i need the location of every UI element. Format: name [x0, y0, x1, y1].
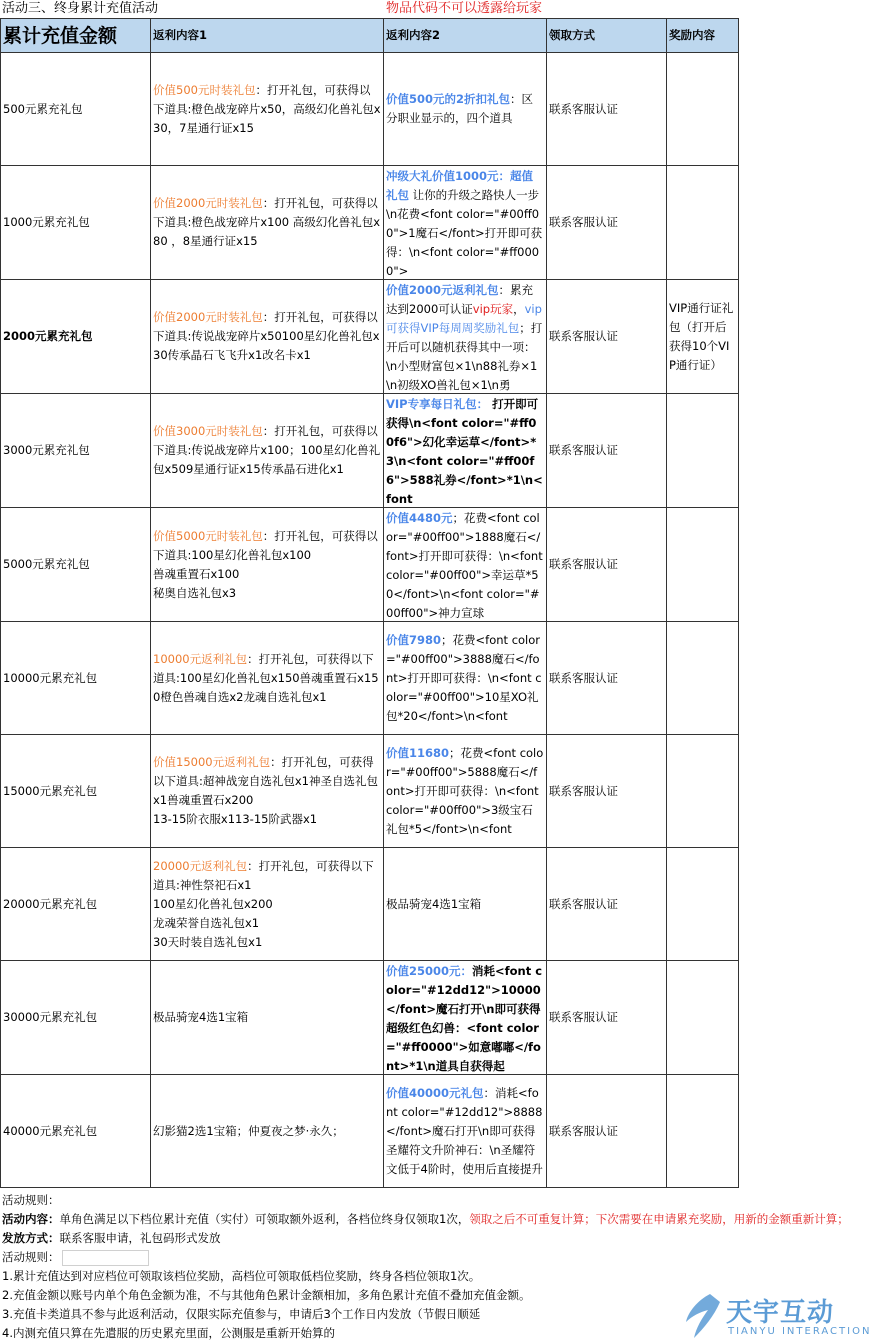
reward-cell — [667, 166, 739, 280]
header-reward: 奖励内容 — [667, 19, 739, 53]
reward-cell — [667, 622, 739, 735]
tier-cell: 15000元累充礼包 — [1, 735, 151, 848]
rule-item: 1.累计充值达到对应档位可领取该档位奖励，高档位可领取低档位奖励，终身各档位领取1次。 — [2, 1269, 481, 1283]
claim-method-cell: 联系客服认证 — [547, 53, 667, 166]
rule-item: 2.充值金额以账号内单个角色金额为准，不与其他角色累计金额相加，多角色累计充值不叠加充值金额。 — [2, 1288, 531, 1302]
rebate-2-text: ；花费<font color="#00ff00">5888魔石</font>打开即可获得：\n<font color="#00ff00">3级宝石礼包*5</font>\n<font — [386, 745, 544, 836]
highlight-text: 价值11680 — [386, 745, 450, 760]
table-row — [1, 961, 739, 1075]
method-text: 联系客服申请，礼包码形式发放 — [59, 1231, 221, 1245]
highlight-text: 冲级大礼价值1000元：超值礼包 — [386, 169, 534, 202]
rebate-1-text: 极品骑宠4选1宝箱 — [153, 1010, 249, 1024]
rebate-2-cell — [386, 895, 544, 914]
rebate-1-cell — [153, 1008, 381, 1027]
rebate-2-cell — [386, 395, 544, 506]
highlight-text: VIP专享每日礼包： — [386, 397, 489, 411]
rebate-2-text: ；花费<font color="#00ff00">3888魔石</font>打开即可获得：\n<font color="#00ff00">10星XO礼包*20</font>\n<font — [386, 632, 542, 723]
claim-method-cell: 联系客服认证 — [547, 280, 667, 394]
rebate-1-cell — [153, 308, 381, 365]
tier-cell: 2000元累充礼包 — [1, 280, 151, 394]
header-claim-method: 领取方式 — [547, 19, 667, 53]
rebate-2-cell — [386, 1084, 544, 1179]
table-row — [1, 848, 739, 961]
rebate-2-text: ， — [513, 302, 525, 316]
vip-player-text: vip玩家 — [472, 302, 514, 316]
content-warning-text: 领取之后不可重复计算；下次需要在申请累充奖励，用新的金额重新计算； — [469, 1212, 849, 1226]
reward-cell — [667, 848, 739, 961]
rebate-1-cell — [153, 753, 381, 829]
rebate-1-cell — [153, 527, 381, 603]
tier-cell: 20000元累充礼包 — [1, 848, 151, 961]
rebate-2-cell — [386, 281, 544, 392]
rebate-1-text: ：打开礼包，可获得以下道具:传说战宠碎片x50100星幻化兽礼包x30传承晶石飞飞升x1改名卡x1 — [153, 310, 380, 362]
claim-method-cell: 联系客服认证 — [547, 394, 667, 508]
rebate-1-cell — [153, 81, 381, 138]
rebate-2-cell — [386, 167, 544, 278]
rebate-1-text: ：打开礼包，可获得以下道具:100星幻化兽礼包x100 兽魂重置石x100 秘奥自选礼包x3 — [153, 528, 378, 600]
rebate-1-text: ：打开礼包，可获得以下道具:橙色战宠碎片x100 高级幻化兽礼包x80 ，8星通行证x15 — [153, 196, 381, 248]
reward-cell — [667, 1075, 739, 1188]
highlight-text: 价值4480元 — [386, 511, 453, 525]
rebate-2-text: 极品骑宠4选1宝箱 — [386, 896, 482, 911]
table-row — [1, 53, 739, 166]
table-row — [1, 280, 739, 394]
rebate-2-text: ：累充达到2000可认证 — [386, 283, 534, 316]
tier-cell: 1000元累充礼包 — [1, 166, 151, 280]
table-row — [1, 622, 739, 735]
highlight-text: 价值5000元时装礼包 — [153, 528, 263, 543]
highlight-text: 价值500元时装礼包 — [153, 82, 256, 97]
activity-content-line — [2, 1211, 849, 1227]
rule-item: 3.充值卡类道具不参与此返利活动，仅限实际充值参与，申请后3个工作日内发放（节假日顺延 — [2, 1307, 481, 1321]
highlight-text: 价值3000元时装礼包 — [153, 424, 263, 438]
table-row — [1, 166, 739, 280]
header-cumulative-recharge: 累计充值金额 — [1, 19, 151, 53]
tier-cell: 10000元累充礼包 — [1, 622, 151, 735]
claim-method-cell: 联系客服认证 — [547, 508, 667, 622]
highlight-text: 价值2000元返利礼包 — [386, 283, 499, 297]
vip-weekly-text: vip可获得VIP每周周奖励礼包 — [386, 302, 542, 335]
highlight-text: 价值2000元时装礼包 — [153, 310, 263, 324]
highlight-text: 10000元返利礼包 — [153, 651, 248, 666]
method-label: 发放方式： — [2, 1231, 60, 1245]
logo-chinese-text: 天宇互动 — [726, 1298, 835, 1328]
rebate-2-text: ：区分职业显示的，四个道具 — [386, 92, 534, 125]
content-label: 活动内容： — [2, 1212, 60, 1226]
claim-method-cell: 联系客服认证 — [547, 735, 667, 848]
highlight-text: 价值2000元时装礼包 — [153, 196, 263, 210]
tier-cell: 500元累充礼包 — [1, 53, 151, 166]
rebate-2-text: ；打开后可以随机获得其中一项：\n小型财富包×1\n88礼券×1\n初级XO兽礼包×1\n勇 — [386, 321, 543, 392]
table-row — [1, 1075, 739, 1188]
rebate-2-text: 打开即可获得\n<font color="#ff00f6">幻化幸运草</font>*3\n<font color="#ff00f6">588礼券</font>*1\n<font — [386, 397, 543, 506]
rules-heading: 活动规则： — [2, 1193, 60, 1207]
reward-cell — [667, 961, 739, 1075]
reward-cell — [667, 508, 739, 622]
highlight-text: 20000元返利礼包 — [153, 858, 248, 873]
claim-method-cell: 联系客服认证 — [547, 622, 667, 735]
rebate-1-text: ：打开礼包，可获得以下道具:橙色战宠碎片x50，高级幻化兽礼包x30，7星通行证x15 — [153, 82, 381, 135]
rebate-1-text: ：打开礼包，可获得以下道具:超神战宠自选礼包x1神圣自选礼包x1兽魂重置石x200 13-15阶衣服x113-15阶武器x1 — [153, 755, 378, 826]
header-rebate-2: 返利内容2 — [384, 19, 547, 53]
tier-cell: 3000元累充礼包 — [1, 394, 151, 508]
logo-english-text: TIANYU INTERACTION — [728, 1326, 872, 1337]
rebate-1-cell — [153, 194, 381, 251]
rebate-2-cell — [386, 962, 544, 1073]
highlight-text: 价值7980 — [386, 632, 442, 647]
table-row — [1, 735, 739, 848]
rebate-2-text: 消耗<font color="#12dd12">10000</font>魔石打开\n即可获得超级红色幻兽：<font color="#ff0000">如意嘟嘟</font>*1\n道具自获得起 — [386, 964, 543, 1073]
tianyu-logo — [676, 1290, 876, 1342]
rules-heading-2 — [2, 1249, 149, 1266]
claim-method-cell: 联系客服认证 — [547, 166, 667, 280]
tier-cell: 5000元累充礼包 — [1, 508, 151, 622]
rebate-2-text: ；花费<font color="#00ff00">1888魔石</font>打开即可获得：\n<font color="#00ff00">幸运草*50</font>\n<font color="#00ff00">神力宣球 — [386, 511, 543, 620]
table-row — [1, 508, 739, 622]
rebate-1-cell — [153, 1122, 381, 1141]
rules-heading-text: 活动规则： — [2, 1250, 60, 1264]
header-rebate-1: 返利内容1 — [151, 19, 384, 53]
tier-cell: 30000元累充礼包 — [1, 961, 151, 1075]
rebate-1-cell — [153, 422, 381, 479]
rebate-2-text: 让你的升级之路快人一步\n花费<font color="#00ff00">1魔石</font>打开即可获得：\n<font color="#ff0000"> — [386, 188, 543, 278]
rebate-2-cell — [386, 90, 544, 128]
tianyu-logo-icon — [680, 1292, 724, 1340]
highlight-text: 价值15000元返利礼包 — [153, 755, 271, 769]
claim-method-cell: 联系客服认证 — [547, 848, 667, 961]
rebate-1-text: ：打开礼包，可获得以下道具:100星幻化兽礼包x150兽魂重置石x150橙色兽魂自选x2龙魂自选礼包x1 — [153, 651, 379, 704]
rebate-1-text: 幻影猫2选1宝箱；仲夏夜之梦·永久； — [153, 1123, 344, 1138]
highlight-text: 价值500元的2折扣礼包 — [386, 92, 511, 106]
empty-cell-box — [62, 1250, 149, 1266]
reward-cell: VIP通行证礼包（打开后获得10个VIP通行证） — [667, 280, 739, 394]
rebate-1-cell — [153, 857, 381, 952]
rebate-2-text: ：消耗<font color="#12dd12">8888</font>魔石打开\n即可获得圣耀符文升阶神石：\n圣耀符文低于4阶时，使用后直接提升 — [386, 1085, 543, 1176]
highlight-text: 价值40000元礼包 — [386, 1085, 484, 1100]
confidential-warning: 物品代码不可以透露给玩家 — [386, 1, 543, 16]
claim-method-cell: 联系客服认证 — [547, 961, 667, 1075]
content-text: 单角色满足以下档位累计充值（实付）可领取额外返利，各档位终身仅领取1次， — [59, 1212, 470, 1226]
highlight-text: 价值25000元： — [386, 964, 473, 978]
recharge-rebate-table — [0, 18, 739, 1188]
rule-item: 4.内测充值只算在先遣服的历史累充里面，公测服是重新开始算的 — [2, 1326, 335, 1340]
rebate-2-cell — [386, 631, 544, 726]
claim-method-cell: 联系客服认证 — [547, 1075, 667, 1188]
table-row — [1, 394, 739, 508]
rebate-2-cell — [386, 744, 544, 839]
reward-cell — [667, 53, 739, 166]
reward-cell — [667, 735, 739, 848]
rebate-1-text: ：打开礼包，可获得以下道具:传说战宠碎片x100；100星幻化兽礼包x509星通行证x15传承晶石进化x1 — [153, 424, 381, 476]
distribution-line — [2, 1230, 221, 1246]
reward-cell — [667, 394, 739, 508]
tier-cell: 40000元累充礼包 — [1, 1075, 151, 1188]
rebate-1-text: ：打开礼包，可获得以下道具:神性祭祀石x1 100星幻化兽礼包x200 龙魂荣誉自选礼包x1 30天时装自选礼包x1 — [153, 858, 374, 949]
rebate-1-cell — [153, 650, 381, 707]
activity-title: 活动三、终身累计充值活动 — [2, 1, 159, 16]
rebate-2-cell — [386, 509, 544, 620]
